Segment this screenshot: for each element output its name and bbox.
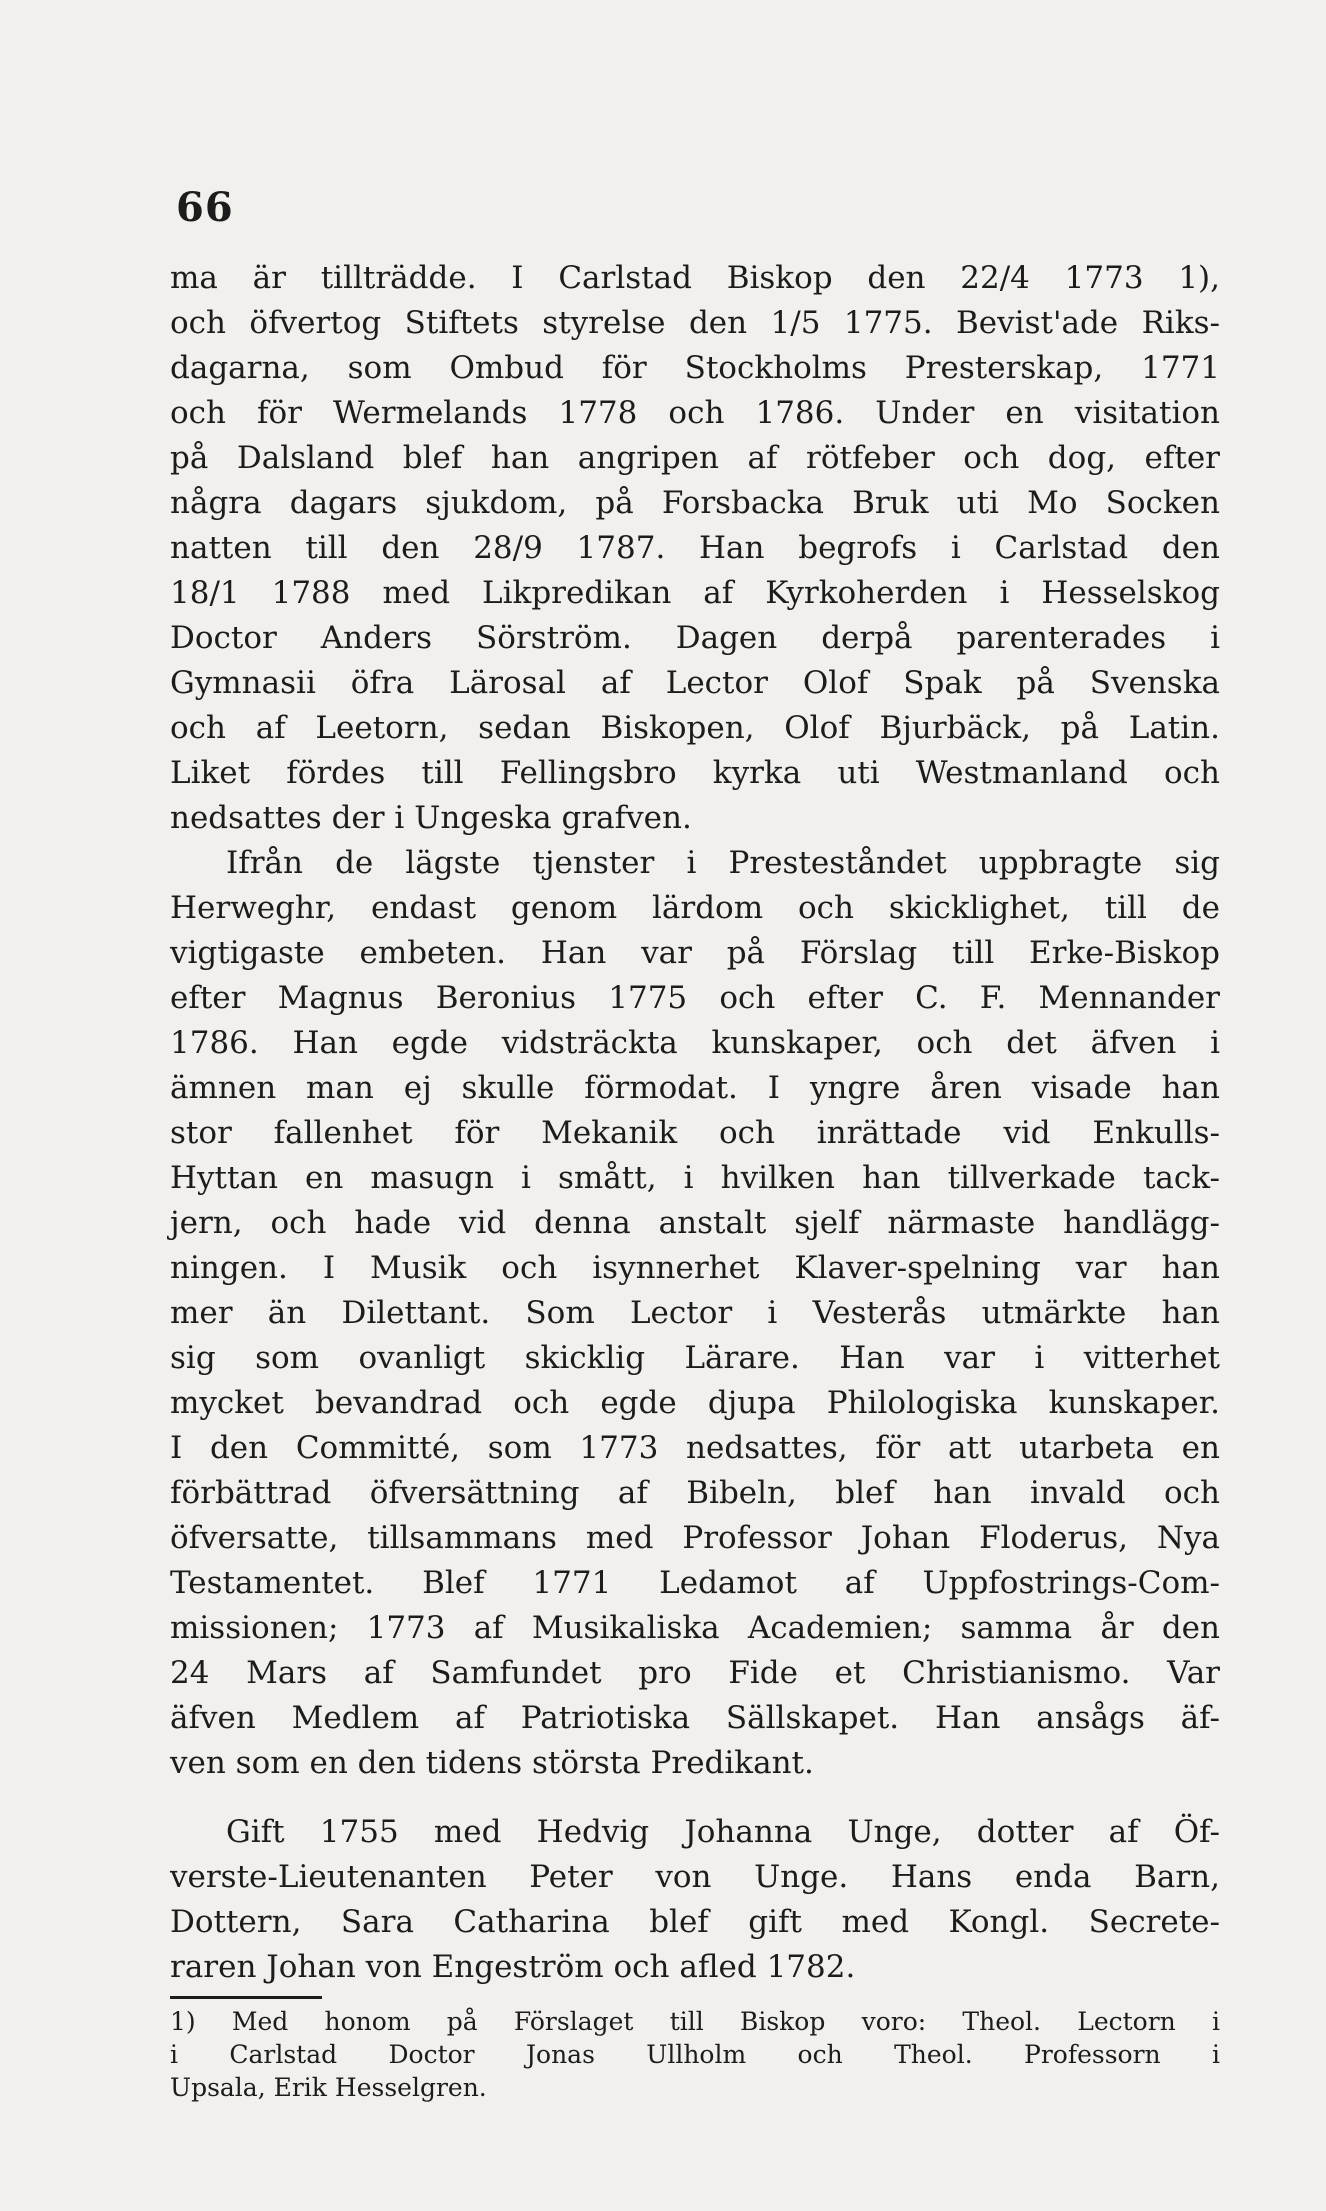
text-line: stor fallenhet för Mekanik och inrättade vid Enkulls- [170, 1115, 1220, 1151]
text-line: ningen. I Musik och isynnerhet Klaver-spelning var han [170, 1250, 1220, 1286]
paragraph-gap [170, 1786, 1220, 1810]
text-line: jern, och hade vid denna anstalt sjelf närmaste handlägg- [170, 1205, 1220, 1241]
text-line: några dagars sjukdom, på Forsbacka Bruk uti Mo Socken [170, 485, 1220, 521]
paragraph-3 [170, 1810, 1220, 1990]
text-line: Ifrån de lägste tjenster i Presteståndet uppbragte sig [226, 845, 1220, 881]
text-line: och af Leetorn, sedan Biskopen, Olof Bjurbäck, på Latin. [170, 710, 1220, 746]
text-line: missionen; 1773 af Musikaliska Academien; samma år den [170, 1610, 1220, 1646]
page-number: 66 [176, 184, 234, 231]
text-line: raren Johan von Engeström och afled 1782. [170, 1949, 856, 1985]
text-line: verste-Lieutenanten Peter von Unge. Hans enda Barn, [170, 1859, 1220, 1895]
footnote-line: Upsala, Erik Hesselgren. [170, 2073, 487, 2102]
text-line: dagarna, som Ombud för Stockholms Presterskap, 1771 [170, 350, 1220, 386]
footnote-line: 1) Med honom på Förslaget till Biskop voro: Theol. Lectorn i [170, 2007, 1220, 2036]
text-line: I den Committé, som 1773 nedsattes, för att utarbeta en [170, 1430, 1220, 1466]
paragraph-2 [170, 841, 1220, 1786]
text-line: 1786. Han egde vidsträckta kunskaper, och det äfven i [170, 1025, 1220, 1061]
footnote-line: i Carlstad Doctor Jonas Ullholm och Theol. Professorn i [170, 2040, 1220, 2069]
text-line: äfven Medlem af Patriotiska Sällskapet. Han ansågs äf- [170, 1700, 1220, 1736]
text-line: på Dalsland blef han angripen af rötfeber och dog, efter [170, 440, 1220, 476]
text-line: och för Wermelands 1778 och 1786. Under en visitation [170, 395, 1220, 431]
text-line: Liket fördes till Fellingsbro kyrka uti Westmanland och [170, 755, 1220, 791]
text-line: Gift 1755 med Hedvig Johanna Unge, dotter af Öf- [226, 1814, 1220, 1850]
text-line: ämnen man ej skulle förmodat. I yngre åren visade han [170, 1070, 1220, 1106]
text-line: vigtigaste embeten. Han var på Förslag till Erke-Biskop [170, 935, 1220, 971]
text-line: Hyttan en masugn i smått, i hvilken han tillverkade tack- [170, 1160, 1220, 1196]
text-line: nedsattes der i Ungeska grafven. [170, 800, 692, 836]
text-line: Testamentet. Blef 1771 Ledamot af Uppfostrings-Com- [170, 1565, 1220, 1601]
footnote [170, 2005, 1220, 2104]
text-line: Dottern, Sara Catharina blef gift med Kongl. Secrete- [170, 1904, 1220, 1940]
text-line: sig som ovanligt skicklig Lärare. Han var i vitterhet [170, 1340, 1220, 1376]
text-line: Gymnasii öfra Lärosal af Lector Olof Spak på Svenska [170, 665, 1220, 701]
paragraph-1 [170, 256, 1220, 841]
text-line: ma är tillträdde. I Carlstad Biskop den 22/4 1773 1), [170, 260, 1220, 296]
text-line: efter Magnus Beronius 1775 och efter C. F. Mennander [170, 980, 1220, 1016]
text-line: mer än Dilettant. Som Lector i Vesterås utmärkte han [170, 1295, 1220, 1331]
text-line: Doctor Anders Sörström. Dagen derpå parenterades i [170, 620, 1220, 656]
text-line: mycket bevandrad och egde djupa Philologiska kunskaper. [170, 1385, 1220, 1421]
text-line: 18/1 1788 med Likpredikan af Kyrkoherden i Hesselskog [170, 575, 1220, 611]
text-line: ven som en den tidens största Predikant. [170, 1745, 814, 1781]
body-text [170, 256, 1220, 2104]
text-line: natten till den 28/9 1787. Han begrofs i Carlstad den [170, 530, 1220, 566]
text-line: öfversatte, tillsammans med Professor Johan Floderus, Nya [170, 1520, 1220, 1556]
text-line: 24 Mars af Samfundet pro Fide et Christianismo. Var [170, 1655, 1220, 1691]
footnote-divider [170, 1996, 322, 1999]
text-line: och öfvertog Stiftets styrelse den 1/5 1775. Bevist'ade Riks- [170, 305, 1220, 341]
text-line: Herweghr, endast genom lärdom och skicklighet, till de [170, 890, 1220, 926]
text-line: förbättrad öfversättning af Bibeln, blef han invald och [170, 1475, 1220, 1511]
